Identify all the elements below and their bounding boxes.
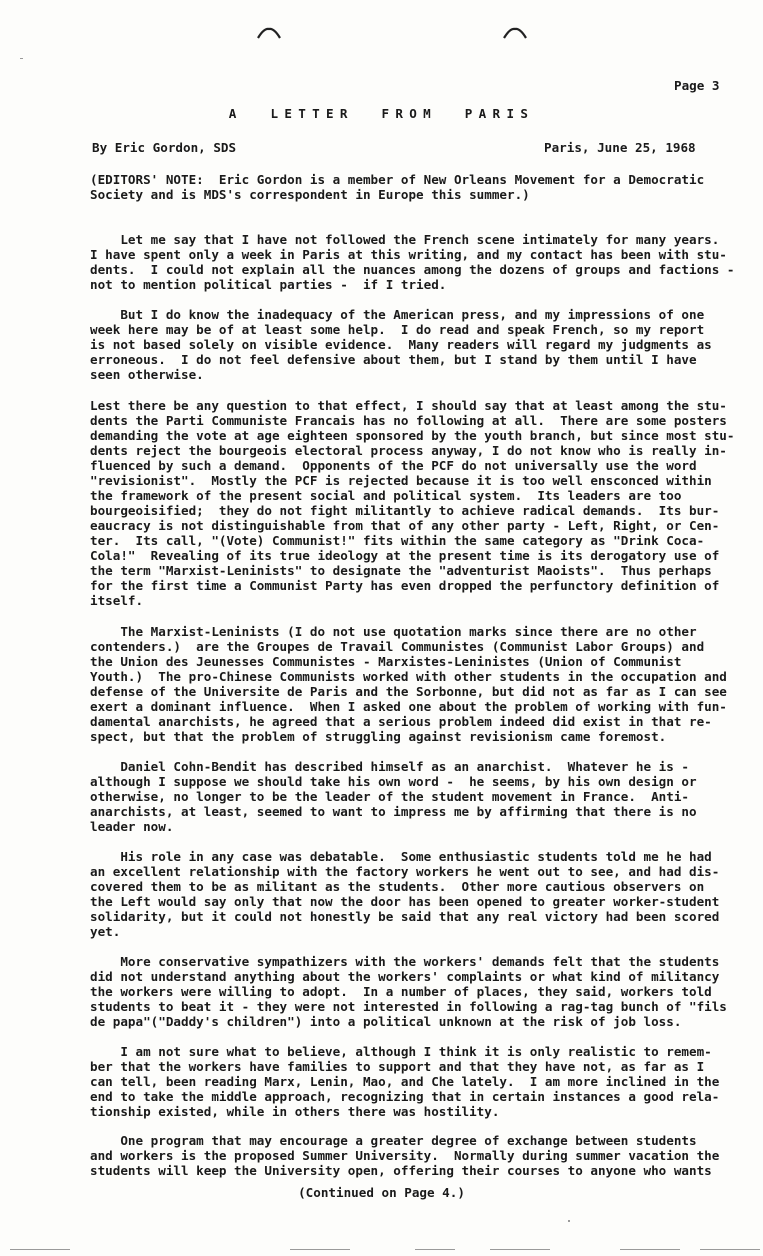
- dateline: Paris, June 25, 1968: [544, 140, 696, 155]
- paragraph-7: More conservative sympathizers with the workers' demands felt that the students did not understand anything about the workers' complaints or what kind of militancy the workers were willing to adopt. In a number of places, they said, workers told students to beat it - they were not interested in following a rag-tag bunch of "fils de papa"("Daddy's children") into a political unknown at the risk of job loss.: [90, 954, 727, 1029]
- scan-edge-mark: [290, 1249, 350, 1250]
- paragraph-6: His role in any case was debatable. Some enthusiastic students told me he had an excellent relationship with the factory workers he went out to see, and had dis- covered them to be as militant as the students. Other more cautious observers on the Left would say only that now the door has been opened to greater worker-student solidarity, but it could not honestly be said that any real victory had been scored yet.: [90, 849, 720, 939]
- scan-edge-mark: [490, 1249, 550, 1250]
- binder-mark-left-icon: [256, 26, 282, 40]
- scan-edge-mark: [700, 1249, 760, 1250]
- editors-note: (EDITORS' NOTE: Eric Gordon is a member of New Orleans Movement for a Democratic Society and is MDS's correspondent in Europe this summer.): [90, 172, 705, 202]
- page-number: Page 3: [674, 78, 720, 93]
- paragraph-1: Let me say that I have not followed the French scene intimately for many years. I have spent only a week in Paris at this writing, and my contact has been with stu- dents. I could not explain all the nuances among the dozens of groups and factions - not to mention political parties - if I tried.: [90, 232, 735, 292]
- paragraph-9: One program that may encourage a greater degree of exchange between students and workers is the proposed Summer University. Normally during summer vacation the students will keep the University open, offering their courses to anyone who wants: [90, 1133, 720, 1178]
- paragraph-4: The Marxist-Leninists (I do not use quotation marks since there are no other contenders.) are the Groupes de Travail Communistes (Communist Labor Groups) and the Union des Jeunesses Communistes - Marxistes-Leninistes (Union of Communist Youth.) The pro-Chinese Communists worked with other students in the occupation and defense of the Universite de Paris and the Sorbonne, but did not as far as I can see exert a dominant influence. When I asked one about the problem of working with fun- damental anarchists, he agreed that a serious problem indeed did exist in that re- spect, but that the problem of struggling against revisionism came foremost.: [90, 624, 727, 744]
- document-title: A LETTER FROM PARIS: [228, 106, 535, 121]
- scan-speck: [20, 58, 23, 59]
- paragraph-8: I am not sure what to believe, although I think it is only realistic to remem- ber that the workers have families to support and that they have not, as far as I can tell, been reading Marx, Lenin, Mao, and Che lately. I am more inclined in the end to take the middle approach, recognizing that in certain instances a good rela- tionship existed, while in others there was hostility.: [90, 1044, 720, 1119]
- binder-mark-right-icon: [502, 26, 528, 40]
- scan-edge-mark: [10, 1249, 70, 1250]
- paragraph-3: Lest there be any question to that effect, I should say that at least among the stu- dents the Parti Communiste Francais has no following at all. There are some posters demanding the vote at age eighteen sponsored by the youth branch, but since most stu- dents reject the bourgeois electoral process anyway, I do not know who is really in- fluenced by such a demand. Opponents of the PCF do not universally use the word "revisionist". Mostly the PCF is rejected because it is too well ensconced within the framework of the present social and political system. Its leaders are too bourgeoisified; they do not fight militantly to achieve radical demands. Its bur- eaucracy is not distinguishable from that of any other party - Left, Right, or Cen- ter. Its call, "(Vote) Communist!" fits within the same category as "Drink Coca- Cola!" Revealing of its true ideology at the present time is its derogatory use of the term "Marxist-Leninists" to designate the "adventurist Maoists". Thus perhaps for the first time a Communist Party has even dropped the perfunctory definition of itself.: [90, 398, 735, 608]
- continued-note: (Continued on Page 4.): [298, 1185, 465, 1200]
- scan-edge-mark: [415, 1249, 455, 1250]
- paragraph-2: But I do know the inadequacy of the American press, and my impressions of one week here may be of at least some help. I do read and speak French, so my report is not based solely on visible evidence. Many readers will regard my judgments as erroneous. I do not feel defensive about them, but I stand by them until I have seen otherwise.: [90, 307, 712, 382]
- paragraph-5: Daniel Cohn-Bendit has described himself as an anarchist. Whatever he is - although I suppose we should take his own word - he seems, by his own design or otherwise, no longer to be the leader of the student movement in France. Anti- anarchists, at least, seemed to want to impress me by affirming that there is no leader now.: [90, 759, 697, 834]
- scan-speck: [568, 1220, 570, 1222]
- scan-edge-mark: [620, 1249, 680, 1250]
- byline: By Eric Gordon, SDS: [92, 140, 237, 155]
